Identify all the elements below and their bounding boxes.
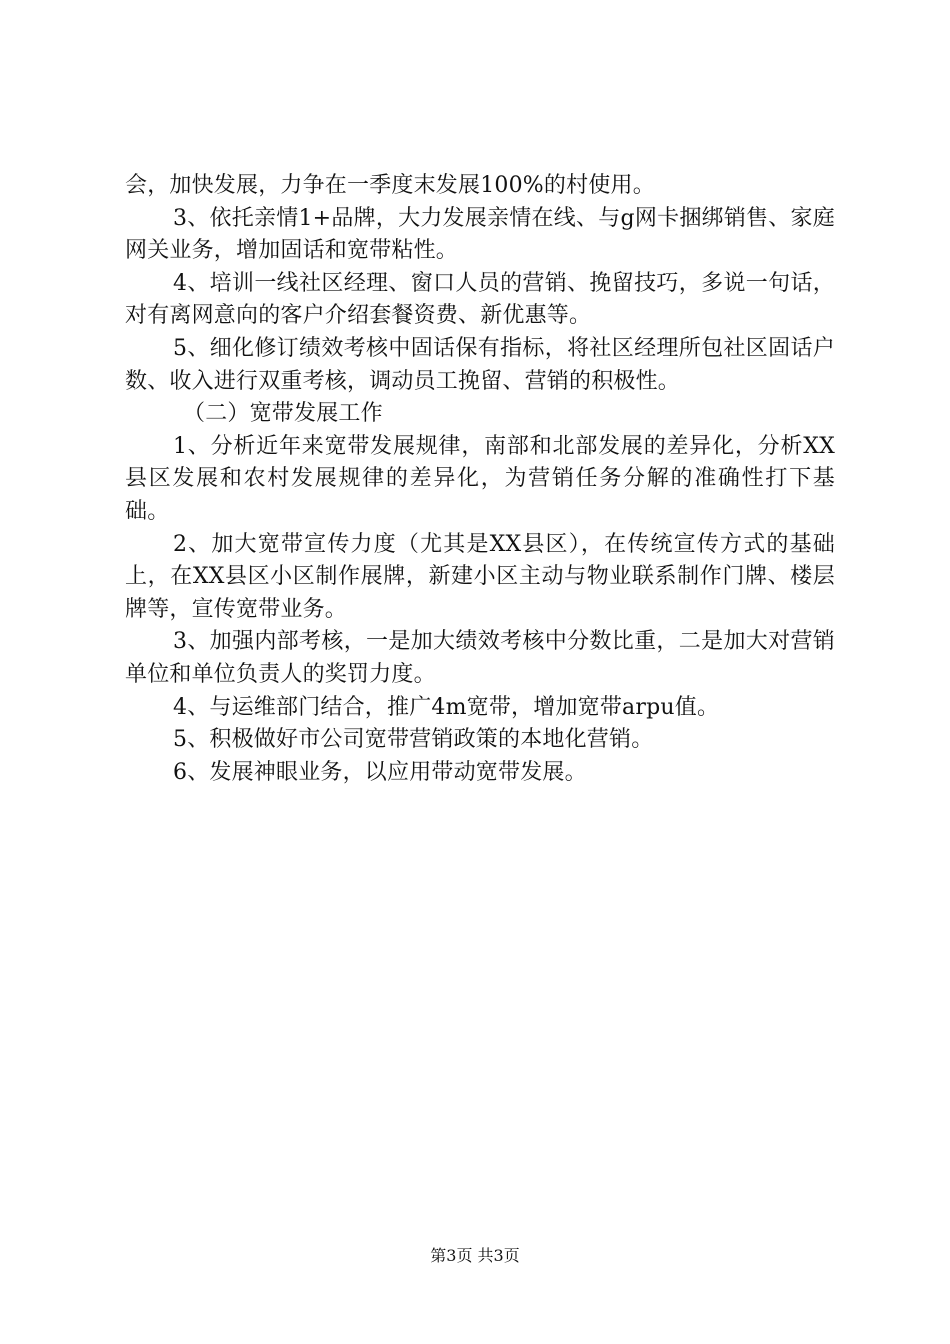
paragraph-broadband-item-5: 5、积极做好市公司宽带营销政策的本地化营销。	[173, 727, 654, 753]
paragraph-broadband-item-3: 3、加强内部考核，一是加大绩效考核中分数比重，二是加大对营销单位和单位负责人的奖罚力度。	[125, 629, 835, 687]
paragraph-continuation: 会，加快发展，力争在一季度末发展100%的村使用。	[125, 173, 655, 198]
paragraph-item-5: 5、细化修订绩效考核中固话保有指标，将社区经理所包社区固话户数、收入进行双重考核，调动员工挽留、营销的积极性。	[125, 335, 835, 394]
paragraph-item-3: 3、依托亲情1+品牌，大力发展亲情在线、与g网卡捆绑销售、家庭网关业务，增加固话和宽带粘性。	[125, 205, 835, 264]
document-body	[125, 170, 835, 789]
section-heading-broadband: （二）宽带发展工作	[183, 401, 383, 427]
paragraph-broadband-item-6: 6、发展神眼业务，以应用带动宽带发展。	[173, 759, 587, 785]
paragraph-broadband-item-2: 2、加大宽带宣传力度（尤其是XX县区），在传统宣传方式的基础上，在XX县区小区制作展牌，新建小区主动与物业联系制作门牌、楼层牌等，宣传宽带业务。	[125, 531, 835, 622]
paragraph-broadband-item-1: 1、分析近年来宽带发展规律，南部和北部发展的差异化，分析XX县区发展和农村发展规律的差异化，为营销任务分解的准确性打下基础。	[125, 433, 835, 524]
page-footer	[0, 1243, 950, 1266]
paragraph-broadband-item-4: 4、与运维部门结合，推广4m宽带，增加宽带arpu值。	[173, 694, 720, 720]
page-number-label: 第3页 共3页	[430, 1246, 520, 1265]
paragraph-item-4: 4、培训一线社区经理、窗口人员的营销、挽留技巧，多说一句话，对有离网意向的客户介绍套餐资费、新优惠等。	[125, 270, 835, 329]
